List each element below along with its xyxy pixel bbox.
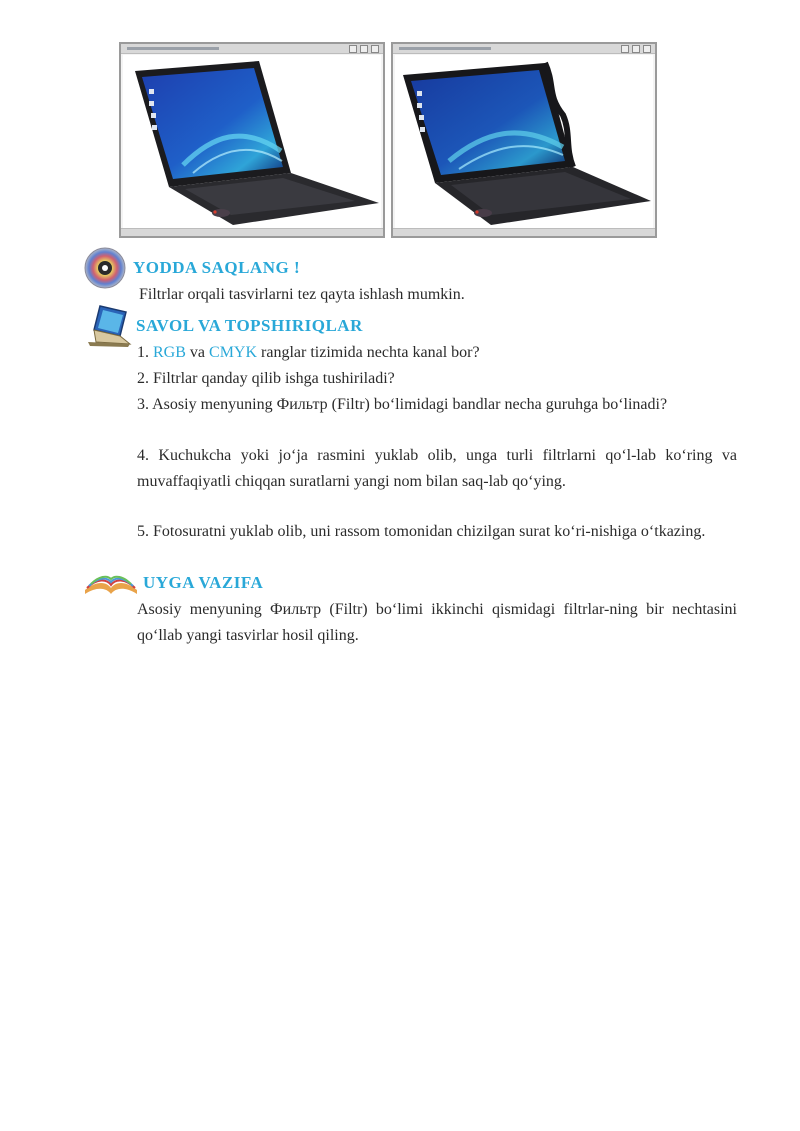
open-book-icon bbox=[83, 570, 139, 598]
maximize-icon bbox=[632, 45, 640, 53]
minimize-icon bbox=[349, 45, 357, 53]
cmyk-term: CMYK bbox=[209, 344, 258, 361]
laptop-icon bbox=[86, 302, 134, 348]
question-4: 4. Kuchukcha yoki jo‘ja rasmini yuklab olib, unga turli filtrlarni qo‘l-lab ko‘ring va muvaffaqiyatli chiqqan suratlarni yangi nom bilan saq-lab qo‘ying. bbox=[137, 447, 737, 490]
close-icon bbox=[643, 45, 651, 53]
questions-heading: SAVOL VA TOPSHIRIQLAR bbox=[136, 316, 363, 335]
laptop-photo-filtered bbox=[395, 55, 653, 230]
window-statusbar bbox=[121, 228, 383, 236]
maximize-icon bbox=[360, 45, 368, 53]
remember-text: Filtrlar orqali tasvirlarni tez qayta ishlash mumkin. bbox=[139, 286, 465, 303]
rgb-term: RGB bbox=[153, 344, 186, 361]
remember-heading: YODDA SAQLANG ! bbox=[133, 258, 301, 277]
homework-text: Asosiy menyuning Фильтр (Filtr) bo‘limi ikkinchi qismidagi filtrlar-ning bir nechtasini qo‘llab yangi tasvirlar hosil qiling. bbox=[137, 601, 737, 644]
laptop-photo bbox=[123, 55, 381, 230]
question-5: 5. Fotosuratni yuklab olib, uni rassom tomonidan chizilgan surat ko‘ri-nishiga o‘tkazing. bbox=[137, 523, 706, 540]
image-canvas bbox=[395, 55, 653, 228]
question-1: 1. RGB va CMYK ranglar tizimida nechta kanal bor? bbox=[137, 344, 480, 361]
screenshot-filtered bbox=[391, 42, 657, 238]
window-titlebar bbox=[393, 44, 655, 54]
screenshot-original bbox=[119, 42, 385, 238]
question-2: 2. Filtrlar qanday qilib ishga tushiriladi? bbox=[137, 370, 395, 387]
image-canvas bbox=[123, 55, 381, 228]
window-titlebar bbox=[121, 44, 383, 54]
window-statusbar bbox=[393, 228, 655, 236]
question-3: 3. Asosiy menyuning Фильтр (Filtr) bo‘limidagi bandlar necha guruhga bo‘linadi? bbox=[137, 396, 668, 413]
homework-heading: UYGA VAZIFA bbox=[143, 573, 264, 592]
cd-disc-icon bbox=[84, 247, 128, 289]
minimize-icon bbox=[621, 45, 629, 53]
close-icon bbox=[371, 45, 379, 53]
